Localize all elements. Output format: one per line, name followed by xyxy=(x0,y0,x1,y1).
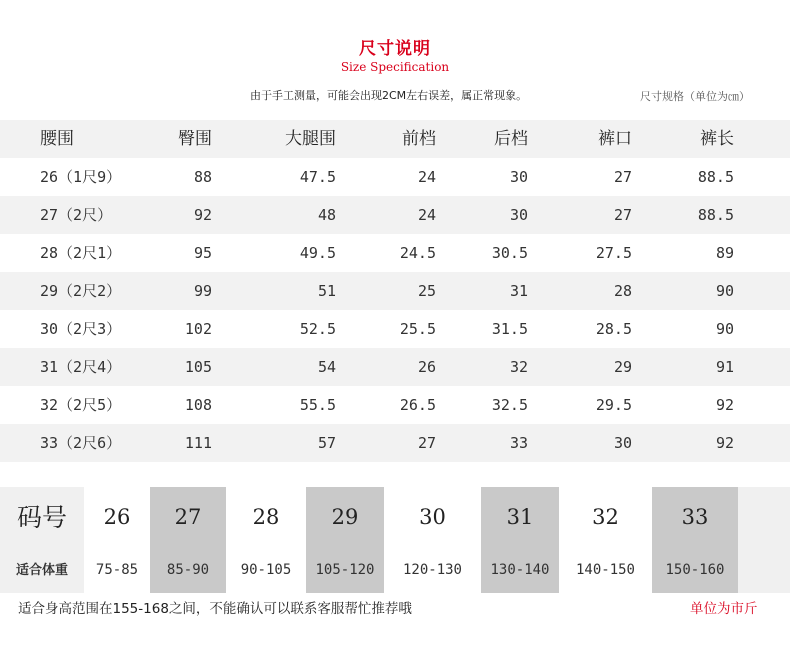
table-cell: 24 xyxy=(417,206,436,224)
height-note: 适合身高范围在155-168之间，不能确认可以联系客服帮忙推荐哦 xyxy=(18,601,412,617)
table-cell: 27.5 xyxy=(595,244,632,262)
size-spec-table xyxy=(0,120,790,462)
table-cell: 88 xyxy=(193,168,212,186)
table-cell: 33 xyxy=(509,434,528,452)
table-cell: 29（2尺2） xyxy=(40,282,122,300)
title-chinese: 尺寸说明 xyxy=(359,39,431,59)
size-value: 28 xyxy=(226,487,306,548)
table-cell: 89 xyxy=(715,244,734,262)
table-cell: 49.5 xyxy=(299,244,336,262)
column-header: 臀围 xyxy=(178,129,212,149)
table-cell: 30 xyxy=(613,434,632,452)
filler-cell xyxy=(738,487,790,548)
title-english: Size Specification xyxy=(340,60,450,74)
size-value: 26 xyxy=(84,487,150,548)
table-cell: 54 xyxy=(317,358,336,376)
table-cell: 31（2尺4） xyxy=(40,358,122,376)
table-cell: 111 xyxy=(184,434,212,452)
table-row xyxy=(0,310,790,348)
table-cell: 51 xyxy=(317,282,336,300)
weight-row xyxy=(0,548,790,593)
table-cell: 30.5 xyxy=(491,244,528,262)
table-cell: 91 xyxy=(715,358,734,376)
weight-unit-label: 单位为市斤 xyxy=(690,601,758,617)
table-cell: 24 xyxy=(417,168,436,186)
weight-value: 130-140 xyxy=(481,548,559,593)
table-cell: 102 xyxy=(184,320,212,338)
table-cell: 30 xyxy=(509,206,528,224)
table-cell: 27（2尺） xyxy=(40,206,113,224)
unit-label: 尺寸规格（单位为㎝） xyxy=(640,90,750,103)
column-header: 大腿围 xyxy=(285,129,336,149)
size-value: 27 xyxy=(150,487,226,548)
column-header: 后档 xyxy=(494,129,528,149)
table-cell: 27 xyxy=(613,206,632,224)
table-cell: 32（2尺5） xyxy=(40,396,122,414)
size-label: 码号 xyxy=(0,487,84,548)
size-row xyxy=(0,487,790,548)
table-cell: 55.5 xyxy=(299,396,336,414)
table-cell: 90 xyxy=(715,320,734,338)
table-cell: 27 xyxy=(417,434,436,452)
table-cell: 92 xyxy=(715,434,734,452)
table-cell: 88.5 xyxy=(697,168,734,186)
table-cell: 92 xyxy=(193,206,212,224)
column-header: 腰围 xyxy=(40,129,74,149)
table-cell: 24.5 xyxy=(399,244,436,262)
weight-value: 120-130 xyxy=(384,548,481,593)
column-header: 前档 xyxy=(402,129,436,149)
size-value: 31 xyxy=(481,487,559,548)
table-cell: 92 xyxy=(715,396,734,414)
weight-label: 适合体重 xyxy=(0,548,84,593)
table-cell: 28 xyxy=(613,282,632,300)
table-cell: 31 xyxy=(509,282,528,300)
size-weight-table xyxy=(0,487,790,593)
table-row xyxy=(0,386,790,424)
table-row xyxy=(0,424,790,462)
table-row xyxy=(0,234,790,272)
weight-value: 105-120 xyxy=(306,548,384,593)
table-cell: 33（2尺6） xyxy=(40,434,122,452)
table-cell: 57 xyxy=(317,434,336,452)
table-cell: 105 xyxy=(184,358,212,376)
table-cell: 47.5 xyxy=(299,168,336,186)
table-cell: 88.5 xyxy=(697,206,734,224)
table-cell: 29.5 xyxy=(595,396,632,414)
weight-value: 150-160 xyxy=(652,548,738,593)
weight-value: 75-85 xyxy=(84,548,150,593)
weight-value: 85-90 xyxy=(150,548,226,593)
table-cell: 48 xyxy=(317,206,336,224)
table-cell: 27 xyxy=(613,168,632,186)
table-cell: 31.5 xyxy=(491,320,528,338)
table-row xyxy=(0,348,790,386)
size-value: 32 xyxy=(559,487,652,548)
table-cell: 30（2尺3） xyxy=(40,320,122,338)
table-cell: 28.5 xyxy=(595,320,632,338)
table-cell: 108 xyxy=(184,396,212,414)
table-cell: 90 xyxy=(715,282,734,300)
table-cell: 32 xyxy=(509,358,528,376)
filler-cell xyxy=(738,548,790,593)
table-row xyxy=(0,196,790,234)
table-cell: 28（2尺1） xyxy=(40,244,122,262)
table-header-row xyxy=(0,120,790,158)
table-cell: 32.5 xyxy=(491,396,528,414)
table-cell: 95 xyxy=(193,244,212,262)
column-header: 裤长 xyxy=(700,129,734,149)
table-cell: 26.5 xyxy=(399,396,436,414)
table-cell: 52.5 xyxy=(299,320,336,338)
weight-value: 140-150 xyxy=(559,548,652,593)
column-header: 裤口 xyxy=(598,129,632,149)
table-row xyxy=(0,158,790,196)
table-cell: 30 xyxy=(509,168,528,186)
measurement-note: 由于手工测量，可能会出现2CM左右误差，属正常现象。 xyxy=(250,89,528,102)
table-cell: 29 xyxy=(613,358,632,376)
table-cell: 25 xyxy=(417,282,436,300)
weight-value: 90-105 xyxy=(226,548,306,593)
table-cell: 26 xyxy=(417,358,436,376)
table-cell: 26（1尺9） xyxy=(40,168,122,186)
size-value: 30 xyxy=(384,487,481,548)
table-row xyxy=(0,272,790,310)
table-cell: 99 xyxy=(193,282,212,300)
table-cell: 25.5 xyxy=(399,320,436,338)
size-value: 33 xyxy=(652,487,738,548)
size-value: 29 xyxy=(306,487,384,548)
